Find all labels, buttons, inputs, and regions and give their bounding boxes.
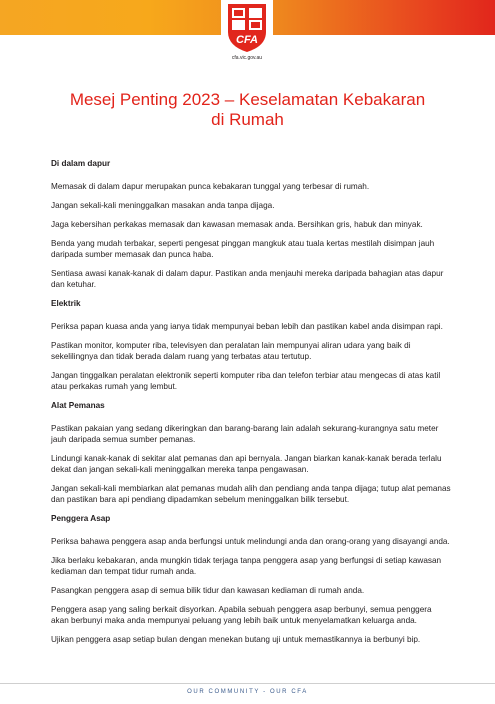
section-heading: Alat Pemanas	[51, 401, 105, 410]
section-heading: Penggera Asap	[51, 514, 111, 523]
section-heading: Elektrik	[51, 299, 81, 308]
paragraph: Penggera asap yang saling berkait disyorkan. Apabila sebuah penggera asap berbunyi, semua penggera akan berbunyi maka anda mempunyai peluang yang lebih baik untuk menyelamatkan keluarga anda.	[51, 605, 432, 625]
paragraph: Lindungi kanak-kanak di sekitar alat pemanas dan api bernyala. Jangan biarkan kanak-kanak berada terlalu dekat dan jangan sekali-kali meninggalkan mereka tanpa pengawasan.	[51, 454, 442, 474]
cfa-logo-text: CFA	[236, 34, 258, 46]
paragraph: Jika berlaku kebakaran, anda mungkin tidak terjaga tanpa penggera asap yang berfungsi di setiap kawasan kediaman dan tempat tidur rumah anda.	[51, 556, 442, 576]
paragraph: Pasangkan penggera asap di semua bilik tidur dan kawasan kediaman di rumah anda.	[51, 586, 365, 595]
paragraph: Ujikan penggera asap setiap bulan dengan menekan butang uji untuk memastikannya ia berbunyi bip.	[51, 635, 421, 644]
paragraph: Benda yang mudah terbakar, seperti pengesat pinggan mangkuk atau tuala kertas mestilah disimpan jauh daripada sumber memasak dan punca haba.	[51, 239, 435, 259]
cfa-logo-icon	[226, 2, 268, 54]
paragraph: Periksa bahawa penggera asap anda berfungsi untuk melindungi anda dan orang-orang yang disayangi anda.	[51, 537, 450, 546]
paragraph: Periksa papan kuasa anda yang ianya tidak mempunyai beban lebih dan pastikan kabel anda disimpan rapi.	[51, 322, 443, 331]
section-elektrik	[51, 298, 451, 392]
main-content	[51, 158, 451, 653]
title-line-2: di Rumah	[211, 110, 284, 129]
paragraph: Pastikan pakaian yang sedang dikeringkan dan barang-barang lain adalah sekurang-kurangnya satu meter jauh daripada semua sumber pemanas.	[51, 424, 439, 444]
paragraph: Memasak di dalam dapur merupakan punca kebakaran tunggal yang terbesar di rumah.	[51, 182, 370, 191]
paragraph: Pastikan monitor, komputer riba, televisyen dan peralatan lain mempunyai aliran udara yang baik di sekelilingnya dan tidak berada dalam ruang yang terbatas atau tertutup.	[51, 341, 411, 361]
paragraph: Jaga kebersihan perkakas memasak dan kawasan memasak anda. Bersihkan gris, habuk dan minyak.	[51, 220, 423, 229]
section-heading: Di dalam dapur	[51, 159, 111, 168]
cfa-logo-block	[221, 0, 273, 66]
paragraph: Jangan tinggalkan peralatan elektronik seperti komputer riba dan telefon terbiar atau mengecas di atas katil atau perkakas rumah yang lembut.	[51, 371, 441, 391]
footer-divider	[0, 683, 495, 684]
paragraph: Jangan sekali-kali membiarkan alat pemanas mudah alih dan pendiang anda tanpa dijaga; tutup alat pemanas dan pastikan bara api pendiang dipadamkan sebelum meninggalkan bilik tersebut.	[51, 484, 451, 504]
paragraph: Jangan sekali-kali meninggalkan masakan anda tanpa dijaga.	[51, 201, 275, 210]
footer-tagline: OUR COMMUNITY - OUR CFA	[187, 689, 308, 695]
section-penggera-asap	[51, 513, 451, 645]
section-dapur	[51, 158, 451, 290]
page-title	[40, 90, 455, 130]
website-url: cfa.vic.gov.au	[231, 55, 263, 61]
title-line-1: Mesej Penting 2023 – Keselamatan Kebakaran	[69, 90, 426, 109]
section-alat-pemanas	[51, 400, 451, 505]
paragraph: Sentiasa awasi kanak-kanak di dalam dapur. Pastikan anda menjauhi mereka daripada bahagian atas dapur dan ketuhar.	[51, 269, 444, 289]
